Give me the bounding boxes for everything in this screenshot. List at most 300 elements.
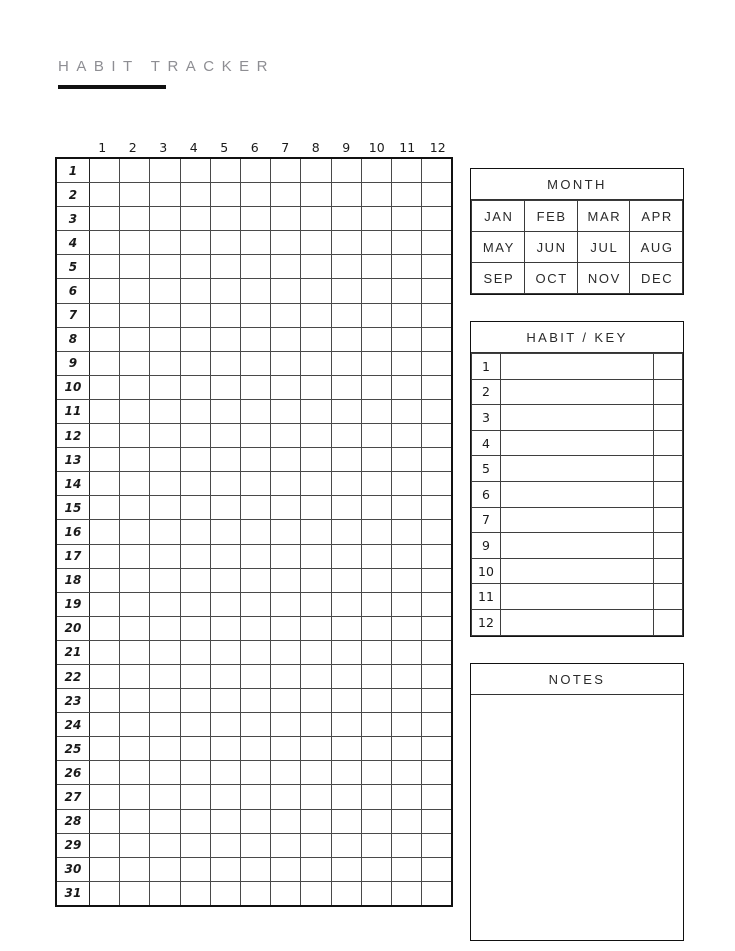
tracker-cell[interactable]	[150, 303, 180, 327]
tracker-cell[interactable]	[271, 399, 301, 423]
tracker-cell[interactable]	[241, 375, 271, 399]
tracker-cell[interactable]	[271, 424, 301, 448]
tracker-cell[interactable]	[422, 761, 452, 785]
tracker-cell[interactable]	[301, 713, 331, 737]
tracker-cell[interactable]	[210, 399, 240, 423]
tracker-cell[interactable]	[271, 592, 301, 616]
tracker-cell[interactable]	[120, 399, 150, 423]
tracker-cell[interactable]	[90, 785, 120, 809]
habit-key-name-field[interactable]	[501, 405, 654, 431]
tracker-cell[interactable]	[210, 568, 240, 592]
tracker-cell[interactable]	[90, 544, 120, 568]
tracker-cell[interactable]	[210, 785, 240, 809]
tracker-cell[interactable]	[241, 640, 271, 664]
tracker-cell[interactable]	[150, 785, 180, 809]
tracker-cell[interactable]	[180, 664, 210, 688]
tracker-cell[interactable]	[120, 809, 150, 833]
tracker-cell[interactable]	[301, 255, 331, 279]
tracker-cell[interactable]	[180, 207, 210, 231]
tracker-cell[interactable]	[392, 761, 422, 785]
tracker-cell[interactable]	[120, 255, 150, 279]
tracker-cell[interactable]	[331, 640, 361, 664]
tracker-cell[interactable]	[361, 496, 391, 520]
tracker-cell[interactable]	[301, 207, 331, 231]
tracker-cell[interactable]	[241, 231, 271, 255]
tracker-cell[interactable]	[90, 737, 120, 761]
tracker-cell[interactable]	[422, 568, 452, 592]
tracker-cell[interactable]	[241, 737, 271, 761]
tracker-cell[interactable]	[210, 472, 240, 496]
tracker-cell[interactable]	[210, 424, 240, 448]
tracker-cell[interactable]	[241, 255, 271, 279]
tracker-cell[interactable]	[180, 785, 210, 809]
tracker-cell[interactable]	[241, 424, 271, 448]
tracker-cell[interactable]	[331, 351, 361, 375]
tracker-cell[interactable]	[422, 737, 452, 761]
tracker-cell[interactable]	[241, 303, 271, 327]
tracker-cell[interactable]	[271, 761, 301, 785]
tracker-cell[interactable]	[150, 207, 180, 231]
month-cell[interactable]: MAY	[472, 232, 525, 263]
tracker-cell[interactable]	[392, 399, 422, 423]
tracker-cell[interactable]	[180, 327, 210, 351]
tracker-cell[interactable]	[210, 689, 240, 713]
tracker-cell[interactable]	[90, 183, 120, 207]
tracker-cell[interactable]	[301, 664, 331, 688]
tracker-cell[interactable]	[301, 809, 331, 833]
tracker-cell[interactable]	[331, 544, 361, 568]
tracker-cell[interactable]	[241, 689, 271, 713]
tracker-cell[interactable]	[210, 520, 240, 544]
tracker-cell[interactable]	[90, 568, 120, 592]
tracker-cell[interactable]	[422, 544, 452, 568]
tracker-cell[interactable]	[392, 737, 422, 761]
month-cell[interactable]: DEC	[630, 263, 683, 294]
tracker-cell[interactable]	[301, 737, 331, 761]
habit-key-symbol-field[interactable]	[654, 481, 683, 507]
tracker-cell[interactable]	[120, 520, 150, 544]
tracker-cell[interactable]	[331, 833, 361, 857]
habit-key-symbol-field[interactable]	[654, 354, 683, 380]
tracker-cell[interactable]	[241, 616, 271, 640]
tracker-cell[interactable]	[180, 448, 210, 472]
tracker-cell[interactable]	[392, 424, 422, 448]
tracker-cell[interactable]	[180, 520, 210, 544]
tracker-cell[interactable]	[331, 857, 361, 881]
habit-key-name-field[interactable]	[501, 456, 654, 482]
tracker-cell[interactable]	[150, 448, 180, 472]
tracker-cell[interactable]	[301, 544, 331, 568]
tracker-cell[interactable]	[210, 881, 240, 906]
tracker-cell[interactable]	[90, 881, 120, 906]
tracker-cell[interactable]	[120, 713, 150, 737]
tracker-cell[interactable]	[120, 448, 150, 472]
habit-key-symbol-field[interactable]	[654, 379, 683, 405]
tracker-cell[interactable]	[392, 664, 422, 688]
tracker-cell[interactable]	[361, 448, 391, 472]
tracker-cell[interactable]	[150, 616, 180, 640]
tracker-cell[interactable]	[422, 833, 452, 857]
tracker-cell[interactable]	[150, 351, 180, 375]
tracker-cell[interactable]	[361, 520, 391, 544]
tracker-cell[interactable]	[392, 327, 422, 351]
tracker-cell[interactable]	[90, 158, 120, 183]
tracker-cell[interactable]	[361, 881, 391, 906]
tracker-cell[interactable]	[150, 183, 180, 207]
tracker-cell[interactable]	[422, 158, 452, 183]
tracker-cell[interactable]	[90, 448, 120, 472]
tracker-cell[interactable]	[301, 231, 331, 255]
tracker-cell[interactable]	[271, 472, 301, 496]
tracker-cell[interactable]	[422, 231, 452, 255]
tracker-cell[interactable]	[422, 713, 452, 737]
tracker-cell[interactable]	[180, 833, 210, 857]
tracker-cell[interactable]	[180, 881, 210, 906]
tracker-cell[interactable]	[331, 231, 361, 255]
tracker-cell[interactable]	[241, 881, 271, 906]
tracker-cell[interactable]	[90, 616, 120, 640]
tracker-cell[interactable]	[150, 399, 180, 423]
tracker-cell[interactable]	[301, 857, 331, 881]
tracker-cell[interactable]	[210, 496, 240, 520]
tracker-cell[interactable]	[331, 737, 361, 761]
tracker-cell[interactable]	[241, 592, 271, 616]
tracker-cell[interactable]	[120, 616, 150, 640]
tracker-cell[interactable]	[301, 881, 331, 906]
tracker-cell[interactable]	[241, 785, 271, 809]
tracker-cell[interactable]	[271, 544, 301, 568]
tracker-cell[interactable]	[331, 761, 361, 785]
tracker-cell[interactable]	[392, 520, 422, 544]
tracker-cell[interactable]	[392, 809, 422, 833]
tracker-cell[interactable]	[150, 327, 180, 351]
tracker-cell[interactable]	[331, 375, 361, 399]
tracker-cell[interactable]	[392, 279, 422, 303]
tracker-cell[interactable]	[150, 158, 180, 183]
tracker-cell[interactable]	[150, 279, 180, 303]
tracker-cell[interactable]	[241, 857, 271, 881]
tracker-cell[interactable]	[331, 592, 361, 616]
tracker-cell[interactable]	[301, 616, 331, 640]
tracker-cell[interactable]	[90, 857, 120, 881]
tracker-cell[interactable]	[120, 375, 150, 399]
tracker-cell[interactable]	[361, 809, 391, 833]
tracker-cell[interactable]	[90, 375, 120, 399]
tracker-cell[interactable]	[331, 448, 361, 472]
tracker-cell[interactable]	[241, 448, 271, 472]
tracker-cell[interactable]	[422, 496, 452, 520]
tracker-cell[interactable]	[331, 424, 361, 448]
tracker-cell[interactable]	[241, 399, 271, 423]
tracker-cell[interactable]	[90, 303, 120, 327]
tracker-cell[interactable]	[210, 640, 240, 664]
tracker-cell[interactable]	[180, 857, 210, 881]
tracker-cell[interactable]	[392, 616, 422, 640]
habit-key-name-field[interactable]	[501, 354, 654, 380]
tracker-cell[interactable]	[90, 809, 120, 833]
tracker-cell[interactable]	[331, 520, 361, 544]
tracker-cell[interactable]	[392, 472, 422, 496]
tracker-cell[interactable]	[392, 568, 422, 592]
tracker-cell[interactable]	[150, 857, 180, 881]
month-cell[interactable]: OCT	[524, 263, 577, 294]
tracker-cell[interactable]	[241, 568, 271, 592]
tracker-cell[interactable]	[422, 616, 452, 640]
tracker-cell[interactable]	[180, 568, 210, 592]
tracker-cell[interactable]	[241, 664, 271, 688]
tracker-cell[interactable]	[150, 255, 180, 279]
tracker-cell[interactable]	[422, 351, 452, 375]
tracker-cell[interactable]	[301, 375, 331, 399]
tracker-cell[interactable]	[210, 761, 240, 785]
tracker-cell[interactable]	[301, 689, 331, 713]
tracker-cell[interactable]	[90, 713, 120, 737]
tracker-cell[interactable]	[422, 520, 452, 544]
tracker-cell[interactable]	[210, 351, 240, 375]
month-cell[interactable]: JUN	[524, 232, 577, 263]
tracker-cell[interactable]	[180, 375, 210, 399]
tracker-cell[interactable]	[120, 351, 150, 375]
tracker-cell[interactable]	[120, 857, 150, 881]
tracker-cell[interactable]	[331, 496, 361, 520]
tracker-cell[interactable]	[301, 424, 331, 448]
tracker-cell[interactable]	[180, 616, 210, 640]
habit-key-symbol-field[interactable]	[654, 533, 683, 559]
tracker-cell[interactable]	[150, 881, 180, 906]
tracker-cell[interactable]	[120, 761, 150, 785]
habit-key-name-field[interactable]	[501, 379, 654, 405]
tracker-cell[interactable]	[331, 664, 361, 688]
tracker-cell[interactable]	[361, 472, 391, 496]
tracker-cell[interactable]	[150, 496, 180, 520]
tracker-cell[interactable]	[301, 520, 331, 544]
tracker-cell[interactable]	[422, 592, 452, 616]
tracker-cell[interactable]	[361, 207, 391, 231]
tracker-cell[interactable]	[271, 881, 301, 906]
tracker-cell[interactable]	[210, 592, 240, 616]
habit-key-name-field[interactable]	[501, 430, 654, 456]
tracker-cell[interactable]	[180, 496, 210, 520]
tracker-cell[interactable]	[331, 785, 361, 809]
tracker-cell[interactable]	[331, 616, 361, 640]
tracker-cell[interactable]	[90, 207, 120, 231]
habit-key-name-field[interactable]	[501, 584, 654, 610]
tracker-cell[interactable]	[120, 640, 150, 664]
tracker-cell[interactable]	[361, 761, 391, 785]
tracker-cell[interactable]	[301, 568, 331, 592]
habit-key-symbol-field[interactable]	[654, 609, 683, 635]
tracker-cell[interactable]	[150, 640, 180, 664]
tracker-cell[interactable]	[120, 327, 150, 351]
tracker-cell[interactable]	[210, 158, 240, 183]
tracker-cell[interactable]	[150, 689, 180, 713]
tracker-cell[interactable]	[361, 544, 391, 568]
tracker-cell[interactable]	[210, 375, 240, 399]
tracker-cell[interactable]	[120, 158, 150, 183]
tracker-cell[interactable]	[361, 616, 391, 640]
tracker-cell[interactable]	[150, 472, 180, 496]
tracker-cell[interactable]	[210, 737, 240, 761]
tracker-cell[interactable]	[271, 448, 301, 472]
tracker-cell[interactable]	[361, 399, 391, 423]
tracker-cell[interactable]	[392, 351, 422, 375]
tracker-cell[interactable]	[361, 303, 391, 327]
tracker-cell[interactable]	[210, 448, 240, 472]
tracker-cell[interactable]	[90, 351, 120, 375]
tracker-cell[interactable]	[210, 713, 240, 737]
tracker-cell[interactable]	[301, 327, 331, 351]
tracker-cell[interactable]	[271, 231, 301, 255]
tracker-cell[interactable]	[241, 520, 271, 544]
tracker-cell[interactable]	[120, 785, 150, 809]
tracker-cell[interactable]	[392, 833, 422, 857]
tracker-cell[interactable]	[241, 472, 271, 496]
tracker-cell[interactable]	[301, 785, 331, 809]
tracker-cell[interactable]	[210, 231, 240, 255]
tracker-cell[interactable]	[361, 375, 391, 399]
tracker-cell[interactable]	[301, 761, 331, 785]
habit-key-symbol-field[interactable]	[654, 558, 683, 584]
tracker-cell[interactable]	[271, 689, 301, 713]
tracker-cell[interactable]	[241, 809, 271, 833]
tracker-cell[interactable]	[120, 183, 150, 207]
tracker-cell[interactable]	[301, 448, 331, 472]
tracker-cell[interactable]	[180, 231, 210, 255]
tracker-cell[interactable]	[90, 472, 120, 496]
tracker-cell[interactable]	[241, 327, 271, 351]
tracker-cell[interactable]	[392, 375, 422, 399]
month-cell[interactable]: FEB	[524, 201, 577, 232]
tracker-cell[interactable]	[180, 424, 210, 448]
month-cell[interactable]: AUG	[630, 232, 683, 263]
tracker-cell[interactable]	[301, 279, 331, 303]
tracker-cell[interactable]	[180, 158, 210, 183]
tracker-cell[interactable]	[120, 303, 150, 327]
tracker-cell[interactable]	[271, 303, 301, 327]
tracker-cell[interactable]	[361, 351, 391, 375]
tracker-cell[interactable]	[361, 785, 391, 809]
tracker-cell[interactable]	[241, 496, 271, 520]
tracker-cell[interactable]	[422, 785, 452, 809]
tracker-cell[interactable]	[150, 713, 180, 737]
tracker-cell[interactable]	[392, 158, 422, 183]
month-cell[interactable]: JUL	[577, 232, 630, 263]
tracker-cell[interactable]	[392, 183, 422, 207]
tracker-cell[interactable]	[241, 833, 271, 857]
tracker-cell[interactable]	[361, 424, 391, 448]
tracker-cell[interactable]	[361, 568, 391, 592]
tracker-cell[interactable]	[271, 158, 301, 183]
tracker-cell[interactable]	[301, 592, 331, 616]
tracker-cell[interactable]	[210, 207, 240, 231]
tracker-cell[interactable]	[331, 158, 361, 183]
tracker-cell[interactable]	[90, 761, 120, 785]
tracker-cell[interactable]	[422, 424, 452, 448]
tracker-cell[interactable]	[120, 881, 150, 906]
tracker-cell[interactable]	[241, 761, 271, 785]
tracker-cell[interactable]	[361, 833, 391, 857]
tracker-cell[interactable]	[90, 399, 120, 423]
tracker-cell[interactable]	[361, 640, 391, 664]
tracker-cell[interactable]	[301, 496, 331, 520]
tracker-cell[interactable]	[392, 496, 422, 520]
tracker-cell[interactable]	[90, 231, 120, 255]
tracker-cell[interactable]	[241, 158, 271, 183]
tracker-cell[interactable]	[210, 809, 240, 833]
tracker-cell[interactable]	[180, 399, 210, 423]
tracker-cell[interactable]	[90, 424, 120, 448]
tracker-cell[interactable]	[271, 640, 301, 664]
tracker-cell[interactable]	[392, 857, 422, 881]
tracker-cell[interactable]	[150, 809, 180, 833]
tracker-cell[interactable]	[120, 279, 150, 303]
tracker-cell[interactable]	[271, 255, 301, 279]
tracker-cell[interactable]	[241, 279, 271, 303]
tracker-cell[interactable]	[241, 351, 271, 375]
tracker-cell[interactable]	[422, 857, 452, 881]
tracker-cell[interactable]	[210, 664, 240, 688]
tracker-cell[interactable]	[150, 737, 180, 761]
tracker-cell[interactable]	[90, 592, 120, 616]
tracker-cell[interactable]	[422, 399, 452, 423]
tracker-cell[interactable]	[422, 640, 452, 664]
tracker-cell[interactable]	[150, 833, 180, 857]
tracker-cell[interactable]	[120, 833, 150, 857]
tracker-cell[interactable]	[271, 785, 301, 809]
habit-key-name-field[interactable]	[501, 609, 654, 635]
tracker-cell[interactable]	[180, 713, 210, 737]
tracker-cell[interactable]	[331, 183, 361, 207]
tracker-cell[interactable]	[422, 327, 452, 351]
tracker-cell[interactable]	[331, 689, 361, 713]
tracker-cell[interactable]	[210, 303, 240, 327]
tracker-cell[interactable]	[180, 689, 210, 713]
tracker-cell[interactable]	[301, 472, 331, 496]
tracker-cell[interactable]	[392, 881, 422, 906]
tracker-cell[interactable]	[271, 857, 301, 881]
tracker-cell[interactable]	[241, 713, 271, 737]
tracker-cell[interactable]	[120, 664, 150, 688]
tracker-cell[interactable]	[210, 833, 240, 857]
tracker-cell[interactable]	[180, 472, 210, 496]
tracker-cell[interactable]	[150, 592, 180, 616]
tracker-cell[interactable]	[392, 592, 422, 616]
tracker-cell[interactable]	[90, 833, 120, 857]
tracker-cell[interactable]	[392, 303, 422, 327]
tracker-cell[interactable]	[422, 375, 452, 399]
tracker-cell[interactable]	[90, 255, 120, 279]
tracker-cell[interactable]	[180, 544, 210, 568]
tracker-cell[interactable]	[301, 183, 331, 207]
tracker-cell[interactable]	[331, 399, 361, 423]
tracker-cell[interactable]	[120, 472, 150, 496]
tracker-cell[interactable]	[150, 761, 180, 785]
tracker-cell[interactable]	[422, 183, 452, 207]
tracker-cell[interactable]	[180, 303, 210, 327]
tracker-cell[interactable]	[392, 231, 422, 255]
tracker-cell[interactable]	[331, 472, 361, 496]
tracker-cell[interactable]	[271, 351, 301, 375]
tracker-cell[interactable]	[392, 785, 422, 809]
tracker-cell[interactable]	[120, 231, 150, 255]
habit-key-name-field[interactable]	[501, 507, 654, 533]
tracker-cell[interactable]	[210, 255, 240, 279]
tracker-cell[interactable]	[301, 640, 331, 664]
tracker-cell[interactable]	[271, 713, 301, 737]
tracker-cell[interactable]	[241, 207, 271, 231]
tracker-cell[interactable]	[120, 496, 150, 520]
tracker-cell[interactable]	[301, 303, 331, 327]
